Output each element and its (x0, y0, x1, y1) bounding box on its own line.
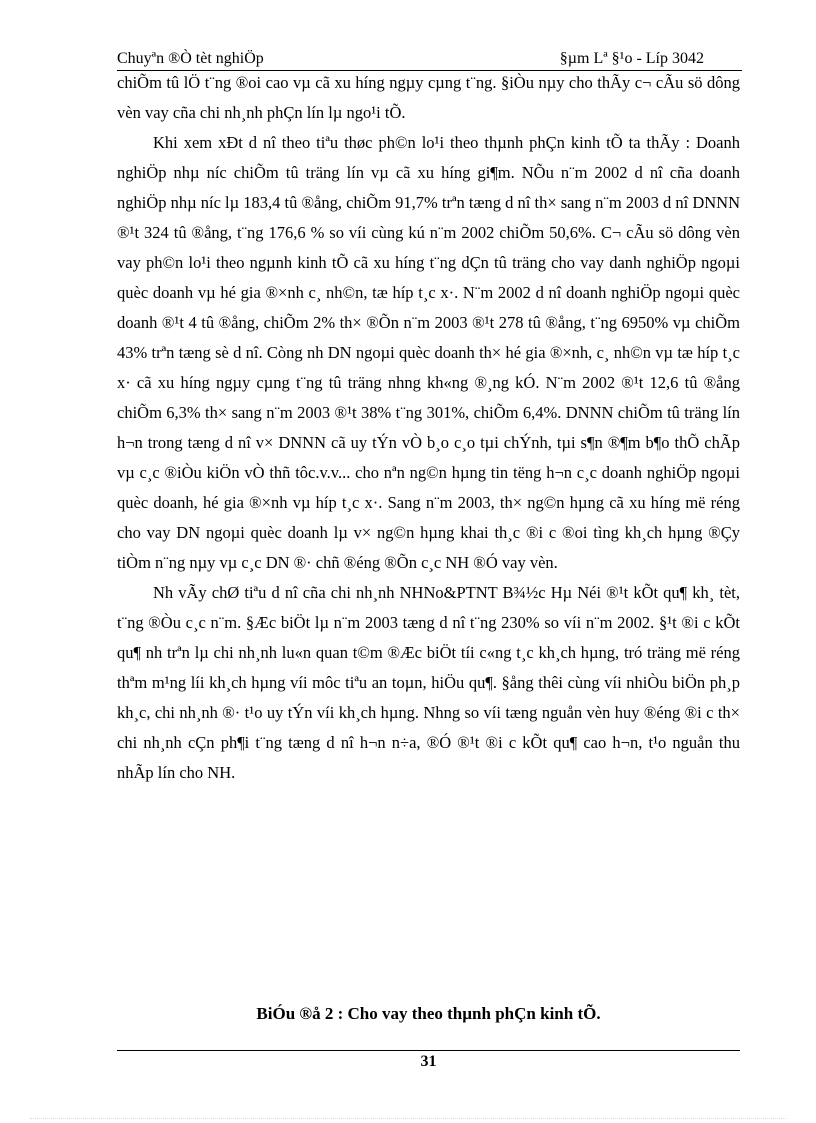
body-text (117, 68, 740, 788)
paragraph-conclusion: Nh vÃy chØ tiªu d nî cña chi nh¸nh NHNo&PTNT B¾½c Hµ Néi ®¹t kÕt qu¶ kh¸ tèt, t¨ng ®Òu c¸c n¨m. §Æc biÖt lµ n¨m 2003 tæng d nî t¨ng 230% so víi n¨m 2002. §¹t ®i c kÕt qu¶ nh trªn lµ chi nh¸nh lu«n quan t©m ®Æc biÖt tíi c«ng t¸c kh¸ch hµng, tró träng më réng thªm m¹ng líi kh¸ch hµng víi môc tiªu an toµn, hiÖu qu¶. §ång thêi cùng víi nhiÒu biÖn ph¸p kh¸c, chi nh¸nh ®· t¹o uy tÝn víi kh¸ch hµng. Nhng so víi tæng nguån vèn huy ®éng ®i c th× chi nh¸nh cÇn ph¶i t¨ng tæng d nî h¬n n÷a, ®Ó ®¹t ®i c kÕt qu¶ cao h¬n, t¹o nguån thu nhÃp lín cho NH. (117, 583, 740, 782)
chart-caption: BiÓu ®å 2 : Cho vay theo thµnh phÇn kinh tÕ. (256, 1004, 601, 1023)
header-thesis-title: Chuyªn ®Ò tèt nghiÖp (117, 50, 264, 67)
paragraph-continuation: chiÕm tû lÖ t¨ng ®oi cao vµ cã xu híng ngµy cµng t¨ng. §iÒu nµy cho thÃy c¬ cÃu sö dông vèn vay cña chi nh¸nh phÇn lín lµ ngo¹i tÕ. (117, 73, 740, 122)
page-number: 31 (420, 1053, 437, 1070)
header-author-class: §µm Lª §¹o - Líp 3042 (559, 50, 704, 67)
page-bottom-border (30, 1118, 786, 1119)
paragraph-sector-analysis: Khi xem xÐt d nî theo tiªu thøc ph©n lo¹i theo thµnh phÇn kinh tÕ ta thÃy : Doanh nghiÖp nhµ níc chiÕm tû träng lín vµ cã xu híng gi¶m. NÕu n¨m 2002 d nî cña doanh nghiÖp nhµ níc lµ 183,4 tû ®ång, chiÕm 91,7% trªn tæng d nî th× sang n¨m 2003 d nî DNNN ®¹t 324 tû ®ång, t¨ng 176,6 % so víi cùng kú n¨m 2002 chiÕm 50,6%. C¬ cÃu sö dông vèn vay ph©n lo¹i theo ngµnh kinh tÕ cã xu híng t¨ng dÇn tû träng cho vay danh nghiÖp ngoµi quèc doanh vµ hé gia ®×nh c¸ nh©n, tæ híp t¸c x·. N¨m 2002 d nî doanh nghiÖp ngoµi quèc doanh ®¹t 4 tû ®ång, chiÕm 2% th× ®Õn n¨m 2003 ®¹t 278 tû ®ång, t¨ng 6950% vµ chiÕm 43% trªn tæng sè d nî. Còng nh DN ngoµi quèc doanh th× hé gia ®×nh, c¸ nh©n vµ tæ híp t¸c x· cã xu híng ngµy cµng t¨ng tû träng nhng kh«ng ®¸ng kÓ. N¨m 2002 ®¹t 12,6 tû ®ång chiÕm 6,3% th× sang n¨m 2003 ®¹t 38% t¨ng 301%, chiÕm 6,4%. DNNN chiÕm tû träng lín h¬n trong tæng d nî v× DNNN cã uy tÝn vÒ b¸o c¸o tµi chÝnh, tµi s¶n ®¶m b¶o thÕ chÃp vµ c¸c ®iÒu kiÖn vÒ thñ tôc.v.v... cho nªn ng©n hµng tin tëng h¬n c¸c doanh nghiÖp ngoµi quèc doanh, hé gia ®×nh vµ híp t¸c x·. Sang n¨m 2003, th× ng©n hµng cã xu híng më réng cho vay DN ngoµi quèc doanh lµ v× ng©n hµng khai th¸c ®i c ®oi tìng kh¸ch hµng ®Çy tiÒm n¨ng nµy vµ c¸c DN ®· chñ ®éng ®Õn c¸c NH ®Ó vay vèn. (117, 133, 740, 572)
footer-rule (117, 1050, 740, 1051)
